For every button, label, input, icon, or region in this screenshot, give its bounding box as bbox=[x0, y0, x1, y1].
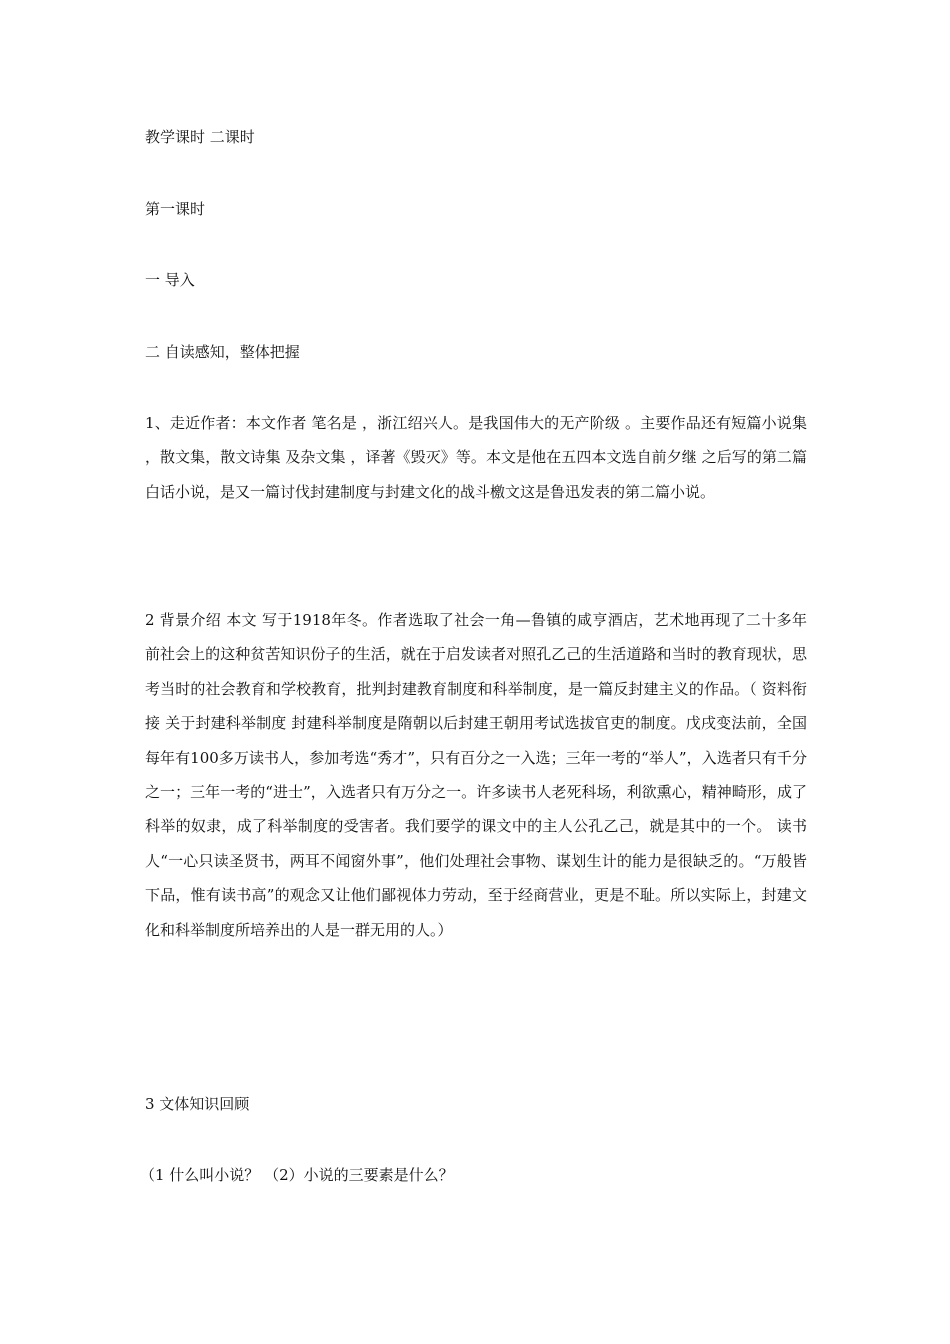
section-reading-heading: 二 自读感知，整体把握 bbox=[145, 343, 300, 361]
genre-review-heading: 3 文体知识回顾 bbox=[145, 1095, 250, 1113]
lesson-hours-line: 教学课时 二课时 bbox=[145, 128, 255, 146]
section-intro-heading: 一 导入 bbox=[145, 271, 195, 289]
first-lesson-heading: 第一课时 bbox=[145, 200, 206, 218]
background-paragraph: 2 背景介绍 本文 写于1918年冬。作者选取了社会一角—鲁镇的咸亨酒店，艺术地再现了二十多年前社会上的这种贫苦知识份子的生活，就在于启发读者对照孔乙己的生活道路和当时的教育现状，思考当时的社会教育和学校教育，批判封建教育制度和科举制度，是一篇反封建主义的作品。（ 资料衔接 关于封建科举制度 封建科举制度是隋朝以后封建王朝用考试选拔官吏的制度。戊戌变法前，全国每年有100多万读书人，参加考选“秀才”，只有百分之一入选；三年一考的“举人”，入选者只有千分之一；三年一考的“进士”，入选者只有万分之一。许多读书人老死科场，利欲熏心，精神畸形，成了科举的奴隶，成了科举制度的受害者。我们要学的课文中的主人公孔乙己，就是其中的一个。 读书人“一心只读圣贤书，两耳不闻窗外事”，他们处理社会事物、谋划生计的能力是很缺乏的。“万般皆下品，惟有读书高”的观念又让他们鄙视体力劳动，至于经商营业，更是不耻。所以实际上，封建文化和科举制度所培养出的人是一群无用的人。） bbox=[145, 611, 807, 939]
author-paragraph: 1、走近作者：本文作者 笔名是 ，浙江绍兴人。是我国伟大的无产阶级 。主要作品还有短篇小说集 ，散文集，散文诗集 及杂文集 ，译著《毁灭》等。本文是他在五四本文选自前夕继 之后写的第二篇白话小说，是又一篇讨伐封建制度与封建文化的战斗檄文这是鲁迅发表的第二篇小说。 bbox=[145, 414, 807, 501]
genre-questions-line: （1 什么叫小说？ （2）小说的三要素是什么？ bbox=[140, 1166, 454, 1184]
